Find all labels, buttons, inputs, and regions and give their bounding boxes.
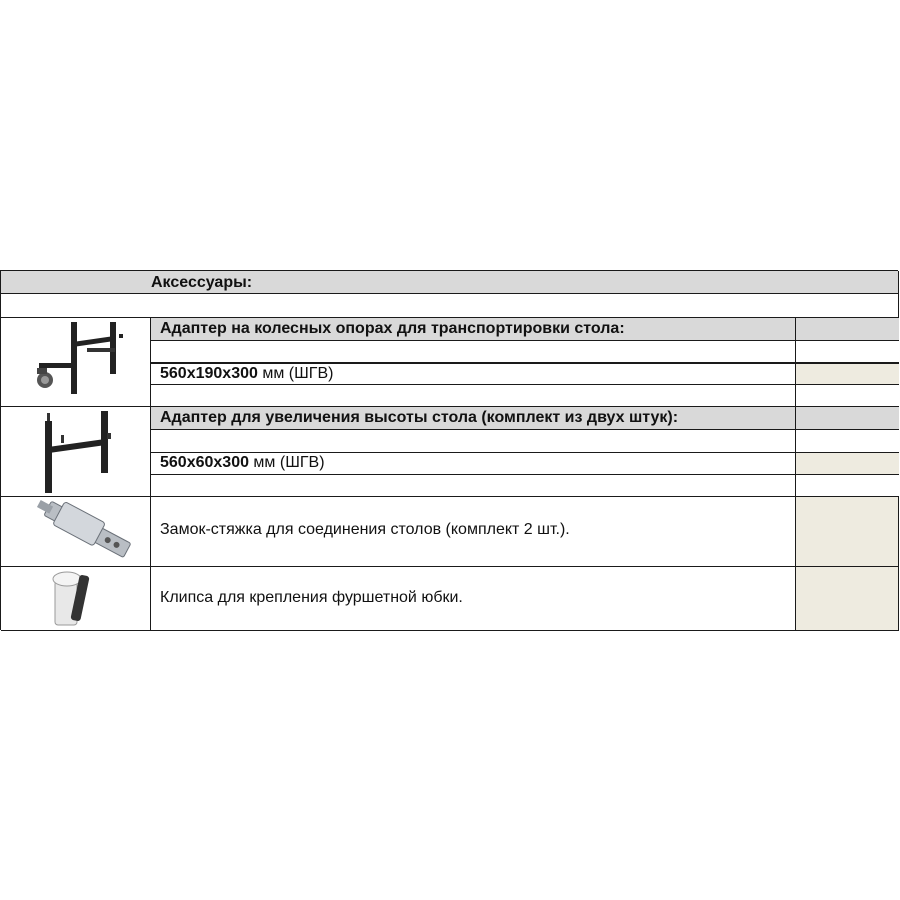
item-2-price-cell — [795, 407, 899, 429]
accessories-table — [0, 270, 898, 630]
item-1-title: Адаптер на колесных опорах для транспортировки стола: — [160, 320, 625, 337]
latch-clamp-icon — [1, 497, 151, 566]
section-title: Аксессуары: — [151, 274, 253, 291]
item-2-bottom-row — [151, 475, 899, 497]
item-1-bottom-price-cell — [795, 385, 899, 406]
item-2-size-row — [151, 453, 899, 475]
height-adapter-icon — [1, 407, 151, 496]
skirt-clip-icon — [1, 567, 151, 630]
item-2-size-price-cell — [795, 453, 899, 474]
item-1-title-row — [151, 318, 899, 341]
item-1-size-row — [151, 363, 899, 385]
item-2-image-cell — [1, 407, 151, 497]
item-2-spacer-row — [151, 430, 899, 453]
item-3-row — [151, 497, 795, 567]
item-4-image-cell — [1, 567, 151, 631]
blank-row — [1, 294, 899, 318]
item-2-spacer-price-cell — [795, 430, 899, 452]
item-4-price-cell — [795, 567, 899, 631]
item-4-description: Клипса для крепления фуршетной юбки. — [160, 589, 463, 606]
section-header — [1, 271, 899, 294]
item-2-title-row — [151, 407, 899, 430]
item-1-size-unit: мм (ШГВ) — [257, 365, 334, 382]
wheeled-adapter-icon — [1, 318, 151, 406]
item-1-size: 560x190x300 — [160, 365, 258, 382]
item-1-spacer-row — [151, 341, 899, 363]
item-2-title: Адаптер для увеличения высоты стола (комплект из двух штук): — [160, 409, 679, 426]
item-1-bottom-row — [151, 385, 899, 407]
item-1-image-cell — [1, 318, 151, 407]
item-3-description: Замок-стяжка для соединения столов (комплект 2 шт.). — [160, 521, 570, 538]
item-2-size-unit: мм (ШГВ) — [248, 454, 325, 471]
item-4-row — [151, 567, 795, 631]
item-1-size-price-cell — [795, 364, 899, 384]
item-2-bottom-price-cell — [795, 475, 899, 496]
item-2-size: 560x60x300 — [160, 454, 249, 471]
item-3-price-cell — [795, 497, 899, 567]
item-1-spacer-price-cell — [795, 341, 899, 362]
item-1-price-cell — [795, 318, 899, 340]
item-3-image-cell — [1, 497, 151, 567]
